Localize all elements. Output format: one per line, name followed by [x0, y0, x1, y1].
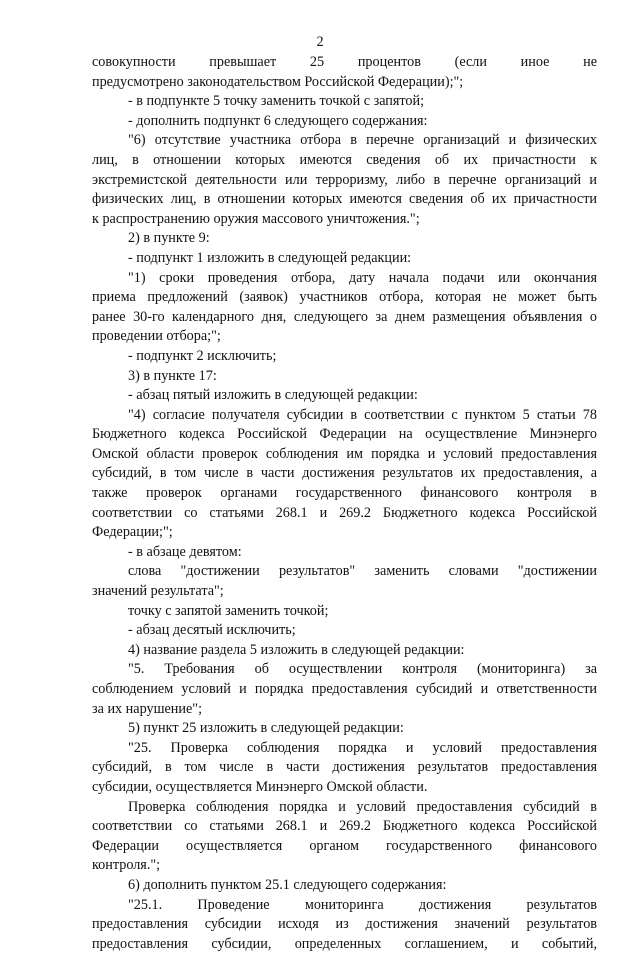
text-line: - в подпункте 5 точку заменить точкой с запятой; — [128, 93, 425, 110]
text-line: Бюджетного кодекса Российской Федерации на осуществление Минэнерго — [92, 426, 597, 443]
text-line: за их нарушение"; — [92, 700, 203, 717]
text-line: - подпункт 1 изложить в следующей редакции: — [128, 249, 412, 266]
text-line: 2) в пункте 9: — [128, 230, 210, 247]
text-line: лиц, в отношении которых имеются сведения об их причастности к — [92, 151, 597, 168]
text-line: значений результата"; — [92, 583, 224, 600]
text-line: предоставления субсидии исходя из достижения значений результатов — [92, 916, 597, 933]
text-line: приема предложений (заявок) участников отбора, которая не может быть — [92, 289, 597, 306]
text-line: соответствии со статьями 268.1 и 269.2 Бюджетного кодекса Российской — [92, 818, 597, 835]
text-line: "25.1. Проведение мониторинга достижения результатов — [128, 896, 597, 913]
text-line: 4) название раздела 5 изложить в следующей редакции: — [128, 641, 465, 658]
text-line: соблюдением условий и порядка предоставления субсидий и ответственности — [92, 681, 597, 697]
text-line: - в абзаце девятом: — [128, 543, 242, 560]
text-line: - абзац пятый изложить в следующей редакции: — [128, 387, 418, 404]
text-line: ранее 30-го календарного дня, следующего за днем размещения объявления о — [92, 308, 597, 325]
text-line: - дополнить подпункт 6 следующего содержания: — [128, 112, 428, 129]
text-line: соответствии со статьями 268.1 и 269.2 Бюджетного кодекса Российской — [92, 504, 597, 521]
text-line: контроля."; — [92, 857, 161, 874]
text-line: "1) сроки проведения отбора, дату начала подачи или окончания — [128, 269, 597, 286]
text-line: Проверка соблюдения порядка и условий предоставления субсидий в — [128, 798, 597, 815]
text-line: Федерации;"; — [92, 524, 173, 541]
text-line: "6) отсутствие участника отбора в перечне организаций и физических — [128, 132, 597, 149]
text-line: субсидий, в том числе в части достижения результатов их предоставления, а — [92, 465, 597, 482]
text-line: также проверок органами государственного финансового контроля в — [92, 485, 597, 502]
text-line: слова "достижении результатов" заменить словами "достижении — [128, 563, 597, 580]
text-line: субсидий, в том числе в части достижения результатов предоставления — [92, 759, 597, 776]
text-line: "4) согласие получателя субсидии в соответствии с пунктом 5 статьи 78 — [128, 406, 597, 423]
text-line: 6) дополнить пунктом 25.1 следующего содержания: — [128, 876, 447, 893]
text-line: экстремистской деятельности или терроризму, либо в перечне организаций и — [92, 171, 597, 188]
text-line: - подпункт 2 исключить; — [128, 347, 277, 364]
text-line: физических лиц, в отношении которых имеются сведения об их причастности — [92, 191, 597, 208]
text-line: 5) пункт 25 изложить в следующей редакции: — [128, 720, 404, 737]
text-line: 3) в пункте 17: — [128, 367, 217, 384]
text-line: предоставления субсидии, определенных соглашением, и событий, — [92, 935, 597, 952]
text-line: "25. Проверка соблюдения порядка и условий предоставления — [128, 739, 597, 756]
text-line: "5. Требования об осуществлении контроля (мониторинга) за — [128, 661, 597, 678]
document-body — [92, 53, 597, 954]
text-line: совокупности превышает 25 процентов (если иное не — [92, 54, 597, 70]
text-line: - абзац десятый исключить; — [128, 622, 296, 639]
text-line: Федерации осуществляется органом государственного финансового — [92, 837, 597, 854]
text-line: проведении отбора;"; — [92, 328, 221, 345]
text-line: Омской области проверок соблюдения им порядка и условий предоставления — [92, 445, 597, 462]
text-line: точку с запятой заменить точкой; — [128, 602, 329, 619]
text-line: предусмотрено законодательством Российской Федерации);"; — [92, 73, 464, 90]
text-line: субсидии, осуществляется Минэнерго Омской области. — [92, 778, 428, 795]
page-number: 2 — [316, 34, 324, 50]
text-line: к распространению оружия массового уничтожения."; — [92, 210, 420, 227]
